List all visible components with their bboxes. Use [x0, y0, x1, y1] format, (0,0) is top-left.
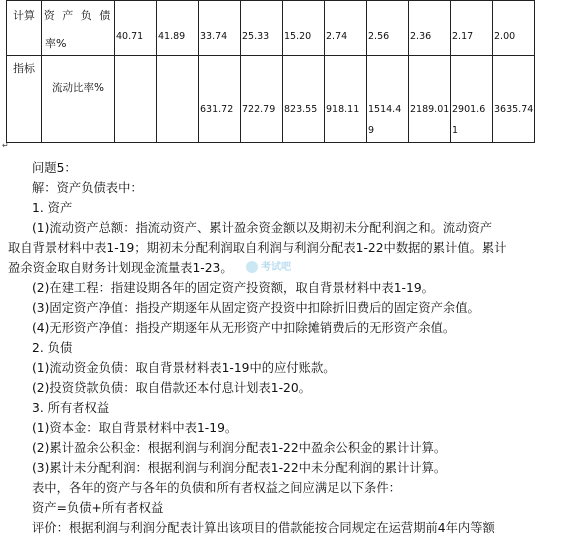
table-cell	[325, 1, 367, 56]
cell-value: 2.17	[452, 31, 474, 42]
debt-ratio-label-line1: 资 产 负 债	[43, 9, 113, 22]
cell-value: 25.33	[242, 31, 270, 42]
indicator-cell: 指标	[7, 56, 42, 143]
cell-value: 3635.74	[494, 104, 534, 115]
paragraph-line: (3)固定资产净值：指投产期逐年从固定资产投资中扣除折旧费后的固定资产余值。	[32, 301, 480, 315]
ratio-table	[6, 0, 535, 143]
answer-intro: 解：资产负债表中：	[32, 181, 143, 195]
current-ratio-label-cell	[42, 56, 115, 143]
paragraph-mark: ↵	[2, 141, 9, 150]
table-row	[7, 56, 535, 143]
paragraph-line: 评价：根据利润与利润分配表计算出该项目的借款能按合同规定在运营期前4年内等额	[32, 521, 495, 535]
cell-value: 33.74	[200, 31, 228, 42]
cell-value: 1514.4	[368, 104, 402, 115]
paragraph-line: (4)无形资产净值：指投产期逐年从无形资产中扣除摊销费后的无形资产余值。	[32, 321, 456, 335]
cell-value: 2.74	[326, 31, 348, 42]
table-cell	[451, 56, 493, 143]
table-cell	[199, 56, 241, 143]
document-body	[8, 158, 564, 538]
table-cell	[409, 1, 451, 56]
paragraph-line: (1)资本金：取自背景材料中表1-19。	[32, 421, 238, 435]
cell-value: 2189.01	[410, 104, 450, 115]
table-cell	[283, 56, 325, 143]
paragraph-line: 盈余资金取自财务计划现金流量表1-23。	[8, 261, 233, 275]
cell-value-wrap: 9	[368, 125, 375, 136]
watermark-logo	[246, 258, 308, 280]
debt-ratio-label-cell	[42, 1, 115, 56]
calc-cell: 计算	[7, 1, 42, 56]
cell-value: 631.72	[200, 104, 234, 115]
table-cell	[115, 1, 157, 56]
section-heading: 3. 所有者权益	[32, 401, 110, 415]
cell-value: 2.56	[368, 31, 390, 42]
cell-value: 40.71	[116, 31, 144, 42]
cell-value: 722.79	[242, 104, 276, 115]
paragraph-line: (1)流动资产总额：指流动资产、累计盈余资金额以及期初未分配利润之和。流动资产	[32, 221, 493, 235]
table-cell	[283, 1, 325, 56]
paragraph-line: (2)累计盈余公积金：根据利润与利润分配表1-22中盈余公积金的累计计算。	[32, 441, 447, 455]
section-heading: 2. 负债	[32, 341, 73, 355]
table-cell	[451, 1, 493, 56]
table-cell	[241, 1, 283, 56]
watermark-text: 考试吧	[261, 262, 291, 273]
watermark-icon	[246, 261, 258, 273]
formula-line: 资产=负债+所有者权益	[32, 501, 164, 515]
question-heading: 问题5：	[32, 161, 77, 175]
paragraph-line: 表中，各年的资产与各年的负债和所有者权益之间应满足以下条件：	[32, 481, 401, 495]
table-cell	[493, 56, 535, 143]
cell-value: 2.00	[494, 31, 516, 42]
cell-value: 823.55	[284, 104, 318, 115]
paragraph-line: (2)投资贷款负债：取自借款还本付息计划表1-20。	[32, 381, 311, 395]
paragraph-line: (3)累计未分配利润：根据利润与利润分配表1-22中未分配利润的累计计算。	[32, 461, 447, 475]
table-cell	[241, 56, 283, 143]
paragraph-line: (1)流动资金负债：取自背景材料表1-19中的应付账款。	[32, 361, 336, 375]
table-cell	[157, 1, 199, 56]
section-heading: 1. 资产	[32, 201, 73, 215]
cell-value: 15.20	[284, 31, 312, 42]
table-cell	[409, 56, 451, 143]
current-ratio-label: 流动比率%	[52, 82, 104, 94]
table-cell	[115, 56, 157, 143]
paragraph-line: (2)在建工程：指建设期各年的固定资产投资额，取自背景材料中表1-19。	[32, 281, 434, 295]
table-cell	[199, 1, 241, 56]
debt-ratio-label-line2: 率%	[45, 37, 67, 50]
cell-value: 41.89	[158, 31, 186, 42]
table-cell	[493, 1, 535, 56]
paragraph-line: 取自背景材料中表1-19；期初未分配利润取自利润与利润分配表1-22中数据的累计值。累计	[8, 241, 507, 255]
table-cell	[367, 1, 409, 56]
cell-value: 2901.6	[452, 104, 486, 115]
cell-value: 918.11	[326, 104, 360, 115]
table-cell	[157, 56, 199, 143]
cell-value: 2.36	[410, 31, 432, 42]
table-cell	[367, 56, 409, 143]
cell-value-wrap: 1	[452, 125, 459, 136]
table-row	[7, 1, 535, 56]
table-cell	[325, 56, 367, 143]
